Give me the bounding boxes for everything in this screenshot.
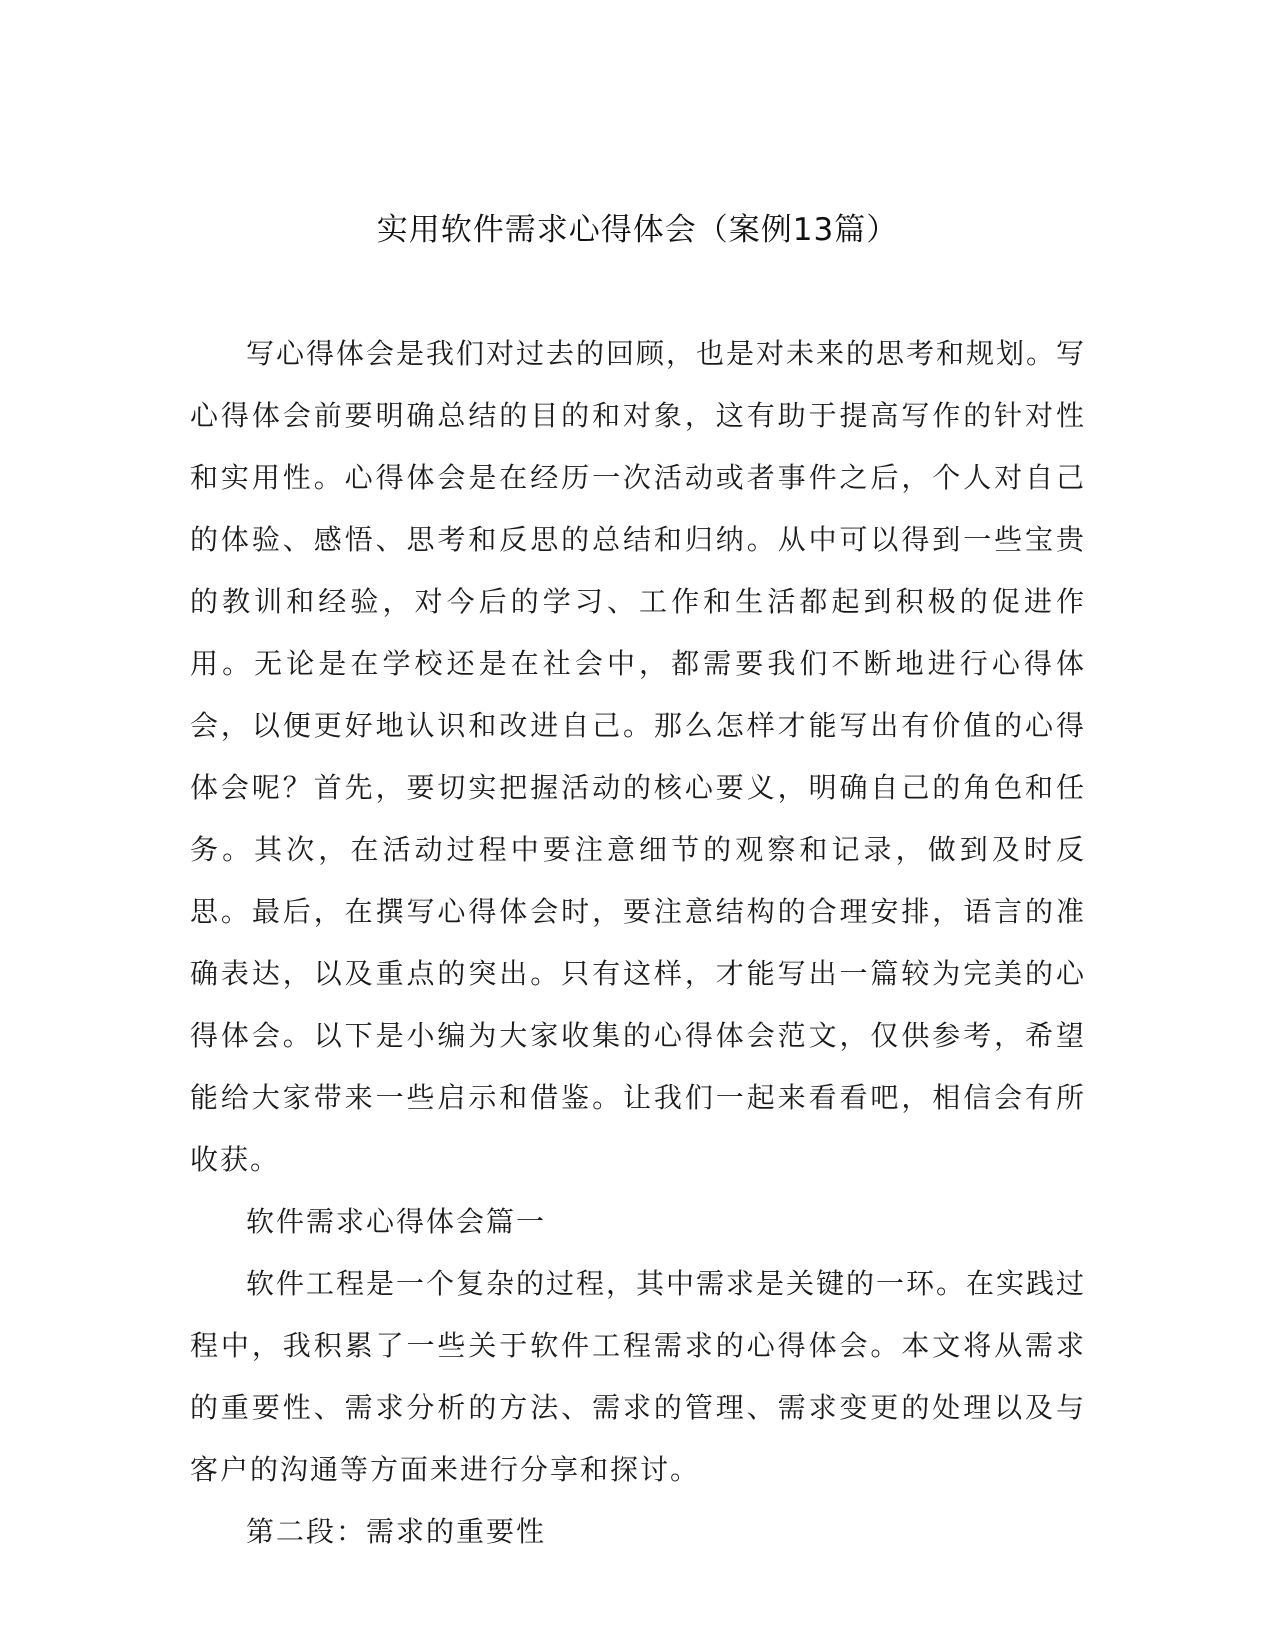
- section-paragraph: 软件工程是一个复杂的过程，其中需求是关键的一环。在实践过程中，我积累了一些关于软件工程需求的心得体会。本文将从需求的重要性、需求分析的方法、需求的管理、需求变更的处理以及与客户的沟通等方面来进行分享和探讨。: [190, 1267, 1087, 1486]
- document-title: 实用软件需求心得体会（案例13篇）: [376, 212, 899, 248]
- document-body: [190, 323, 1086, 1563]
- subheading: 第二段：需求的重要性: [246, 1515, 547, 1548]
- intro-paragraph: 写心得体会是我们对过去的回顾，也是对未来的思考和规划。写心得体会前要明确总结的目的和对象，这有助于提高写作的针对性和实用性。心得体会是在经历一次活动或者事件之后，个人对自己的体验、感悟、思考和反思的总结和归纳。从中可以得到一些宝贵的教训和经验，对今后的学习、工作和生活都起到积极的促进作用。无论是在学校还是在社会中，都需要我们不断地进行心得体会，以便更好地认识和改进自己。那么怎样才能写出有价值的心得体会呢？首先，要切实把握活动的核心要义，明确自己的角色和任务。其次，在活动过程中要注意细节的观察和记录，做到及时反思。最后，在撰写心得体会时，要注意结构的合理安排，语言的准确表达，以及重点的突出。只有这样，才能写出一篇较为完美的心得体会。以下是小编为大家收集的心得体会范文，仅供参考，希望能给大家带来一些启示和借鉴。让我们一起来看看吧，相信会有所收获。: [190, 337, 1087, 1176]
- section-heading: 软件需求心得体会篇一: [246, 1205, 547, 1238]
